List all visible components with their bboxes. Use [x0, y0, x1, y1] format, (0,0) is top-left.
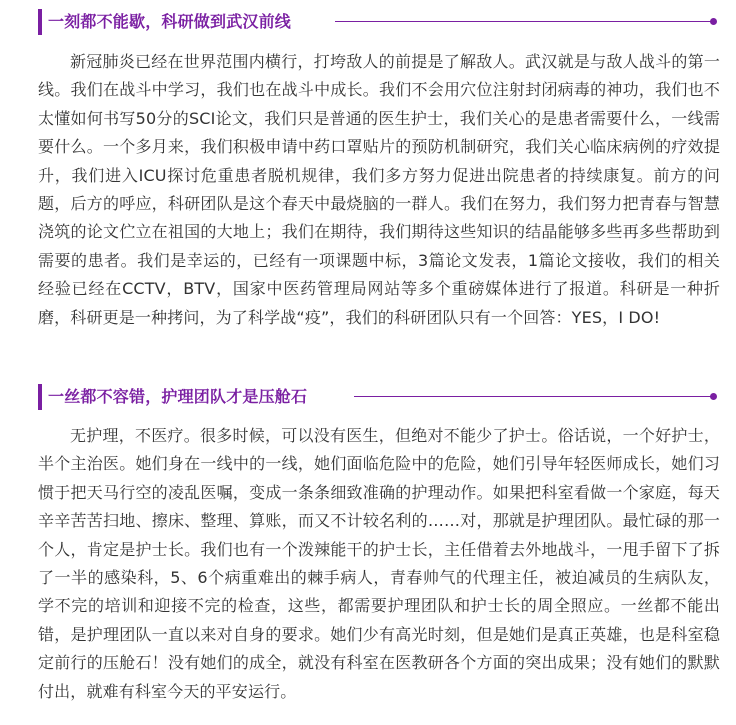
heading-divider-line	[335, 21, 711, 22]
section-title-nursing: 一丝都不容错，护理团队才是压舱石	[48, 387, 308, 406]
section-heading-research	[38, 9, 718, 35]
heading-accent-bar	[38, 384, 42, 410]
section-heading-nursing	[38, 384, 718, 410]
section-body-research: 新冠肺炎已经在世界范围内横行，打垮敌人的前提是了解敌人。武汉就是与敌人战斗的第一线。我们在战斗中学习，我们也在战斗中成长。我们不会用穴位注射封闭病毒的神功，我们也不太懂如何书写50分的SCI论文，我们只是普通的医生护士，我们关心的是患者需要什么，一线需要什么。一个多月来，我们积极申请中药口罩贴片的预防机制研究，我们关心临床病例的疗效提升，我们进入ICU探讨危重患者脱机规律，我们多方努力促进出院患者的持续康复。前方的问题，后方的呼应，科研团队是这个春天中最烧脑的一群人。我们在努力，我们努力把青春与智慧浇筑的论文伫立在祖国的大地上；我们在期待，我们期待这些知识的结晶能够多些再多些帮助到需要的患者。我们是幸运的，已经有一项课题中标，3篇论文发表，1篇论文接收，我们的相关经验已经在CCTV，BTV，国家中医药管理局网站等多个重磅媒体进行了报道。科研是一种折磨，科研更是一种拷问，为了科学战“疫”，我们的科研团队只有一个回答：YES，I DO!	[38, 52, 720, 327]
section-body-nursing: 无护理，不医疗。很多时候，可以没有医生，但绝对不能少了护士。俗话说，一个好护士，半个主治医。她们身在一线中的一线，她们面临危险中的危险，她们引导年轻医师成长，她们习惯于把天马行空的凌乱医嘱，变成一条条细致准确的护理动作。如果把科室看做一个家庭，每天辛辛苦苦扫地、擦床、整理、算账，而又不计较名利的……对，那就是护理团队。最忙碌的那一个人，肯定是护士长。我们也有一个泼辣能干的护士长，主任借着去外地战斗，一甩手留下了拆了一半的感染科，5、6个病重难出的棘手病人，青春帅气的代理主任，被迫减员的生病队友，学不完的培训和迎接不完的检查，这些，都需要护理团队和护士长的周全照应。一丝都不能出错，是护理团队一直以来对自身的要求。她们少有高光时刻，但是她们是真正英雄，也是科室稳定前行的压舱石！没有她们的成全，就没有科室在医教研各个方面的突出成果；没有她们的默默付出，就难有科室今天的平安运行。	[38, 426, 720, 701]
heading-divider-line	[354, 396, 711, 397]
heading-divider-dot	[710, 393, 717, 400]
heading-accent-bar	[38, 9, 42, 35]
section-title-research: 一刻都不能歇，科研做到武汉前线	[48, 12, 292, 31]
heading-divider-dot	[710, 18, 717, 25]
